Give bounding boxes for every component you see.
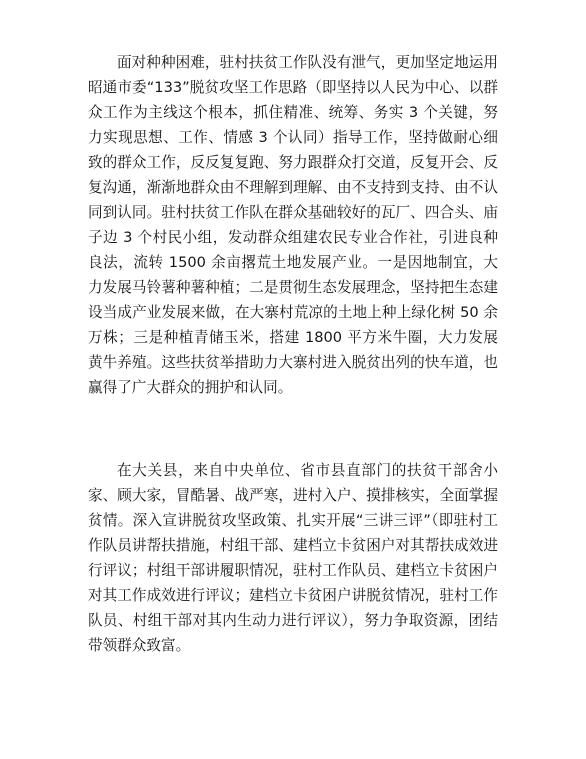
body-paragraph-2: 在大关县，来自中央单位、省市县直部门的扶贫干部舍小家、顾大家，冒酷暑、战严寒，进村入户、摸排核实，全面掌握贫情。深入宣讲脱贫攻坚政策、扎实开展“三讲三评”（即驻村工作队员讲帮扶措施，村组干部、建档立卡贫困户对其帮扶成效进行评议；村组干部讲履职情况，驻村工作队员、建档立卡贫困户对其工作成效进行评议；建档立卡贫困户讲脱贫情况，驻村工作队员、村组干部对其内生动力进行评议），努力争取资源，团结带领群众致富。 [88, 462, 498, 654]
body-paragraph-1: 面对种种困难，驻村扶贫工作队没有泄气，更加坚定地运用昭通市委“133”脱贫攻坚工作思路（即坚持以人民为中心、以群众工作为主线这个根本，抓住精准、统筹、务实 3 个关键，努力实现思想、工作、情感 3 个认同）指导工作，坚持做耐心细致的群众工作，反反复复跑、努力跟群众打交道，反复开会、反复沟通，渐渐地群众由不理解到理解、由不支持到支持、由不认同到认同。驻村扶贫工作队在群众基础较好的瓦厂、四合头、庙子边 3 个村民小组，发动群众组建农民专业合作社，引进良种良法，流转 1500 余亩撂荒土地发展产业。一是因地制宜，大力发展马铃薯种薯种植；二是贯彻生态发展理念，坚持把生态建设当成产业发展来做，在大寨村荒凉的土地上种上绿化树 50 余万株；三是种植青储玉米，搭建 1800 平方米牛圈，大力发展黄牛养殖。这些扶贫举措助力大寨村进入脱贫出列的快车道，也赢得了广大群众的拥护和认同。 [88, 54, 498, 396]
